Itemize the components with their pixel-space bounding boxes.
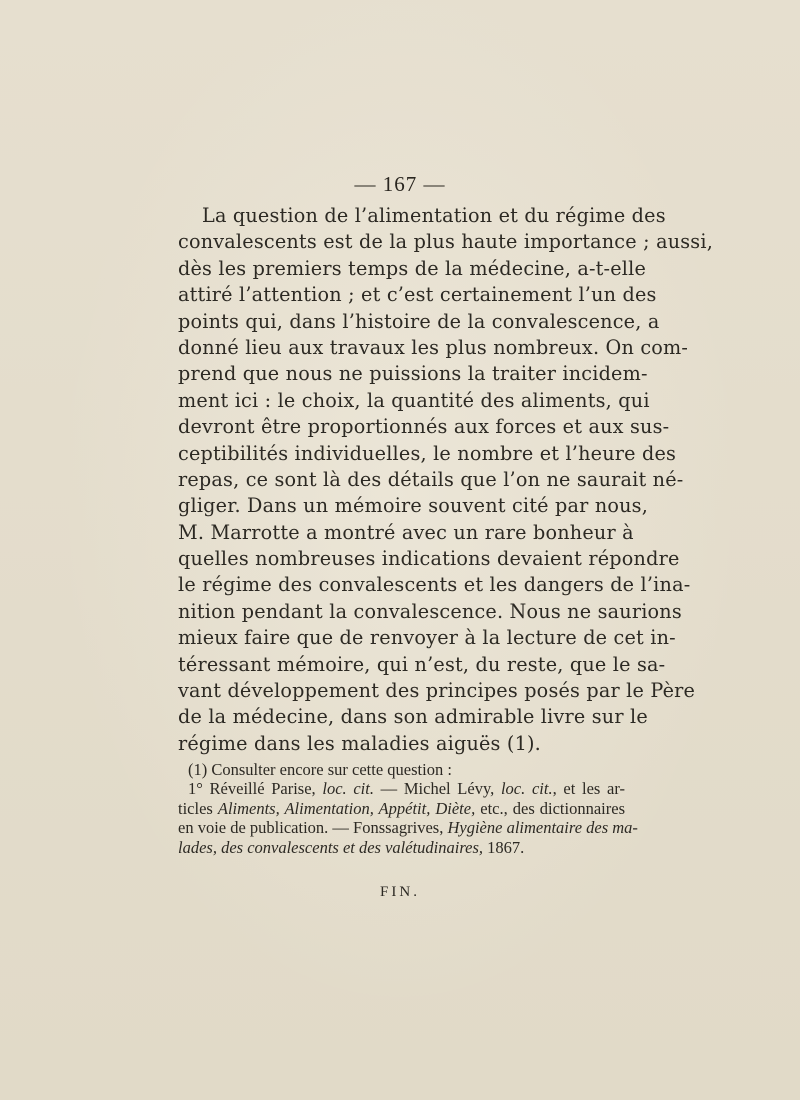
text-line: nition pendant la convalescence. Nous ne saurions	[178, 599, 682, 623]
text-line: attiré l’attention ; et c’est certainement l’un des	[178, 283, 657, 307]
end-mark: FIN.	[380, 884, 420, 900]
text-line: vant développement des principes posés par le Père	[178, 679, 696, 703]
text-line: M. Marrotte a montré avec un rare bonheur à	[178, 520, 634, 544]
text-line: devront être proportionnés aux forces et aux sus-	[178, 415, 670, 439]
footnote-line	[178, 838, 625, 857]
footnote-text: , et les ar-	[552, 779, 626, 799]
footnote-line	[178, 818, 638, 838]
text-line: ment ici : le choix, la quantité des aliments, qui	[178, 388, 650, 412]
text-line: repas, ce sont là des détails que l’on ne saurait né-	[178, 467, 684, 491]
footnote-italic: lades, des convalescents et des valétudinaires,	[178, 837, 484, 857]
footnote-italic: loc. cit.	[500, 779, 553, 799]
main-paragraph	[178, 203, 713, 757]
footnote-line	[178, 760, 625, 779]
footnote-line	[178, 799, 625, 818]
footnote-text: ticles	[178, 798, 218, 818]
footnote-text: — Michel Lévy,	[373, 779, 501, 799]
footnote-text: 1867.	[483, 837, 525, 857]
footnote-italic: Aliments, Alimentation, Appétit, Diète,	[217, 798, 476, 818]
footnote-line	[178, 779, 625, 798]
text-line: prend que nous ne puissions la traiter incidem-	[178, 362, 648, 386]
text-line: régime dans les maladies aiguës (1).	[178, 731, 541, 755]
text-line: donné lieu aux travaux les plus nombreux. On com-	[178, 335, 689, 359]
footnote-text: 1° Réveillé Parise,	[188, 779, 323, 799]
footnote-text: etc., des dictionnaires	[475, 798, 625, 818]
text-line: convalescents est de la plus haute importance ; aussi,	[178, 230, 713, 254]
text-line: points qui, dans l’histoire de la convalescence, a	[178, 309, 660, 333]
footnote-text: en voie de publication. — Fonssagrives,	[178, 818, 448, 838]
text-line: de la médecine, dans son admirable livre sur le	[178, 705, 648, 729]
text-line: dès les premiers temps de la médecine, a-t-elle	[178, 256, 647, 280]
footnote	[178, 760, 638, 857]
text-line: le régime des convalescents et les dangers de l’ina-	[178, 573, 691, 597]
footnote-italic: Hygiène alimentaire des ma-	[447, 818, 638, 838]
page-number: — 167 —	[354, 172, 446, 196]
footnote-text: (1) Consulter encore sur cette question :	[188, 760, 452, 779]
text-line: gliger. Dans un mémoire souvent cité par nous,	[178, 494, 649, 518]
text-line: mieux faire que de renvoyer à la lecture de cet in-	[178, 626, 676, 650]
text-line: quelles nombreuses indications devaient répondre	[178, 547, 680, 571]
footnote-italic: loc. cit.	[322, 779, 374, 799]
text-line: La question de l’alimentation et du régime des	[202, 204, 666, 227]
text-line: téressant mémoire, qui n’est, du reste, que le sa-	[178, 652, 666, 676]
text-line: ceptibilités individuelles, le nombre et l’heure des	[178, 441, 677, 465]
